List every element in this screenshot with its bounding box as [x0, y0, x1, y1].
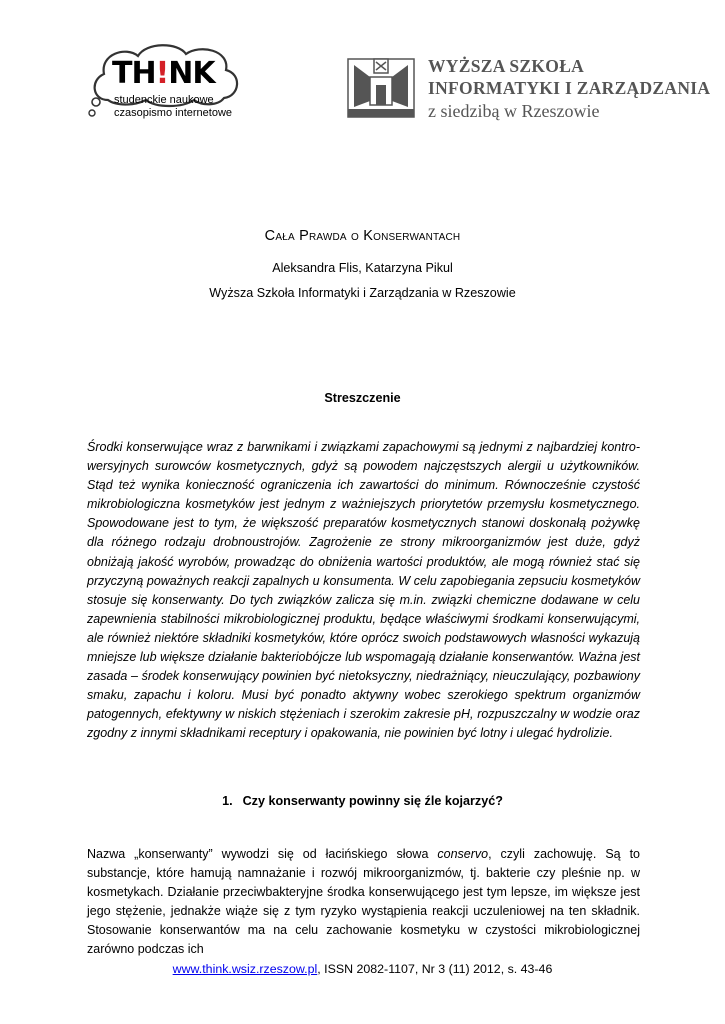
- wsiz-logo-text: [428, 55, 710, 123]
- article-title: Cała Prawda o Konserwantach: [264, 228, 461, 244]
- think-logo-mark: [112, 56, 215, 91]
- think-logo-line2: czasopismo internetowe: [114, 107, 233, 119]
- think-logo-line1: studenckie naukowe: [114, 94, 214, 106]
- body-text-start: Nazwa „konserwanty” wywodzi się od łacińskiego słowa: [87, 847, 438, 861]
- wsiz-logo: [346, 55, 711, 121]
- section-title: Czy konserwanty powinny się źle kojarzyć?: [242, 794, 503, 808]
- wsiz-logo-line2: INFORMATYKI I ZARZĄDZANIA: [428, 78, 711, 98]
- body-paragraph: [87, 845, 640, 960]
- wsiz-logo-line1: WYŻSZA SZKOŁA: [428, 56, 585, 76]
- journal-link[interactable]: www.think.wsiz.rzeszow.pl: [172, 962, 318, 976]
- article-authors: Aleksandra Flis, Katarzyna Pikul: [272, 261, 453, 275]
- wsiz-logo-line3: z siedzibą w Rzeszowie: [428, 101, 600, 121]
- article-affiliation: Wyższa Szkoła Informatyki i Zarządzania w Rzeszowie: [209, 286, 516, 300]
- body-italic-term: conservo: [437, 847, 489, 861]
- section-1-heading: [0, 794, 725, 808]
- page-footer: [0, 962, 725, 976]
- think-logo-exclamation: !: [155, 56, 169, 91]
- section-number: 1.: [222, 794, 233, 808]
- think-logo: [86, 40, 256, 125]
- footer-citation: , ISSN 2082-1107, Nr 3 (11) 2012, s. 43-46: [317, 962, 553, 976]
- abstract-text: Środki konserwujące wraz z barwnikami i związkami zapachowymi są jednymi z najbardziej kontrowersyjnych surowców kosmetycznych, gdyż są powodem najczęstszych alergii u użytkowników. Stąd też wynika konieczność ograniczenia ich zawartości do minimum. Równocześnie czystość mikrobiologiczna kosmetyków jest jednym z ważniejszych priorytetów przemysłu kosmetycznego. Spowodowane jest to tym, że większość preparatów kosmetycznych stanowi doskonałą pożywkę dla różnego rodzaju drobnoustrojów. Zagrożenie ze strony mikroorganizmów jest duże, gdyż obniżają jakość wyrobów, prowadząc do obniżenia wartości produktów, ale mogą również stać się przyczyną poważnych reakcji zapalnych u konsumenta. W celu zapobiegania zepsuciu kosmetyków stosuje się konserwanty. Do tych związków zalicza się m.in. związki chemiczne dodawane w celu zapewnienia stabilności mikrobiologicznej produktu, będące właściwymi środkami konserwującymi, ale również niektóre składniki kosmetyków, które oprócz swoich podstawowych własności wykazują mniejsze lub większe działanie bakteriobójcze lub wspomagają działanie konserwantów. Ważna jest zasada – środek konserwujący powinien być nietoksyczny, niedrażniący, nieuczulający, pozbawiony smaku, zapachu i koloru. Musi być ponadto aktywny wobec szerokiego spektrum organizmów patogennych, efektywny w niskich stężeniach i szerokim zakresie pH, rozpuszczalny w wodzie oraz zgodny z innymi składnikami receptury i opakowania, nie powinien być lotny i ulegać hydrolizie.: [87, 440, 640, 741]
- abstract-heading: Streszczenie: [324, 391, 401, 405]
- university-building-icon: [346, 55, 416, 119]
- body-text-rest: , czyli zachowuję. Są to substancje, które hamują namnażanie i rozwój mikroorganizmów, tj. bakterie czy pleśnie np. w kosmetykach. Działanie przeciwbakteryjne środka konserwującego jest tym lepsze, im większe jest jego stężenie, jednakże wiąże się z tym ryzyko wystąpienia reakcji uczuleniowej na ten składnik. Stosowanie konserwantów ma na celu zachowanie kosmetyku w czystości mikrobiologicznej zarówno podczas ich: [87, 847, 640, 957]
- think-logo-text: TH!NK: [112, 56, 215, 91]
